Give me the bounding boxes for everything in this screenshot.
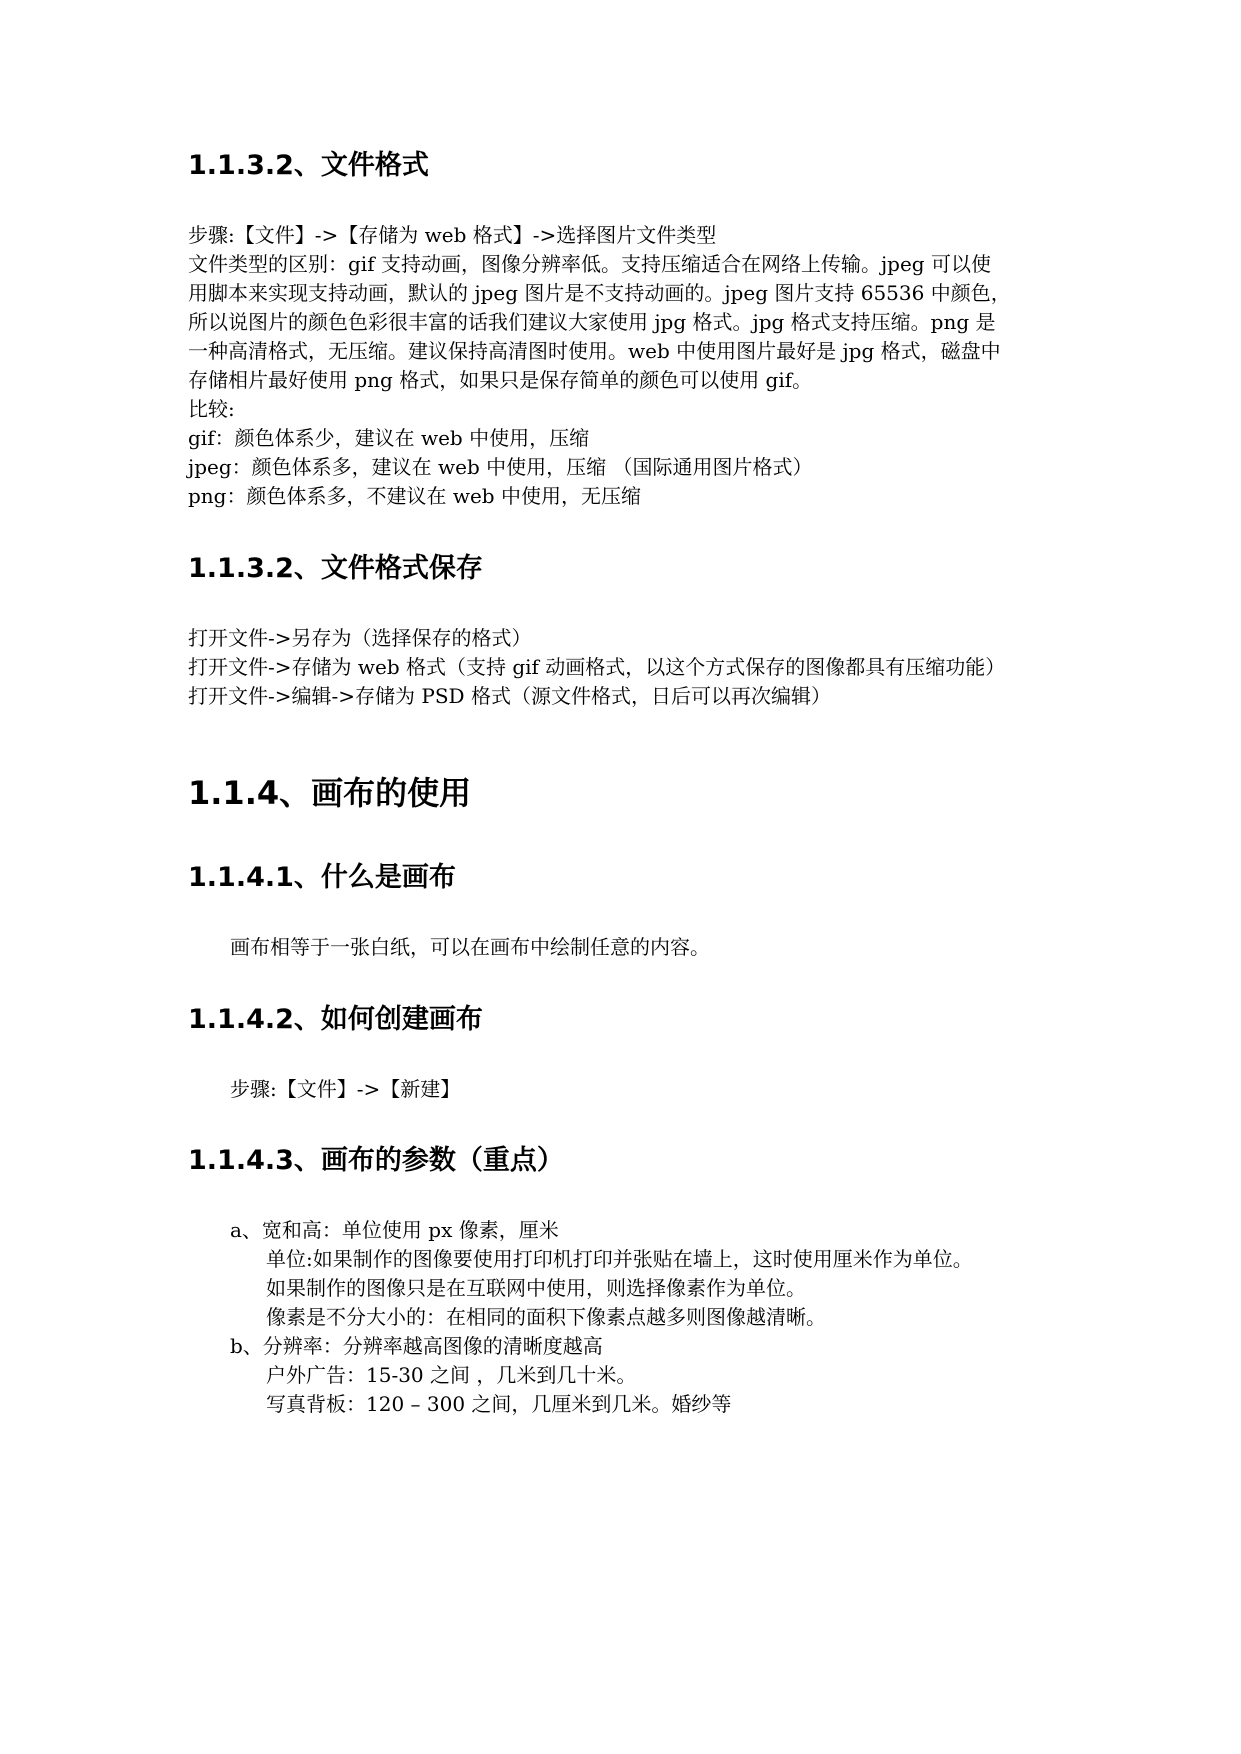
paragraph-line: 打开文件->另存为（选择保存的格式） [188,626,532,650]
section-heading-file-format-save: 1.1.3.2、文件格式保存 [188,553,483,584]
paragraph-line: 文件类型的区别：gif 支持动画，图像分辨率低。支持压缩适合在网络上传输。jpeg 可以使 [188,252,991,276]
paragraph-line: 打开文件->存储为 web 格式（支持 gif 动画格式，以这个方式保存的图像都具有压缩功能） [188,655,1006,679]
paragraph-line: 打开文件->编辑->存储为 PSD 格式（源文件格式，日后可以再次编辑） [188,684,831,708]
list-item: b、分辨率：分辨率越高图像的清晰度越高 [230,1334,603,1358]
paragraph-line: png：颜色体系多，不建议在 web 中使用，无压缩 [188,484,641,508]
paragraph-line: 用脚本来实现支持动画，默认的 jpeg 图片是不支持动画的。jpeg 图片支持 65536 中颜色， [188,281,1011,305]
paragraph-line: gif：颜色体系少，建议在 web 中使用，压缩 [188,426,590,450]
paragraph-line: 步骤:【文件】->【新建】 [230,1077,461,1101]
list-item: a、宽和高：单位使用 px 像素，厘米 [230,1218,559,1242]
section-heading-canvas-params: 1.1.4.3、画布的参数（重点） [188,1145,564,1176]
paragraph-line: 步骤:【文件】->【存储为 web 格式】->选择图片文件类型 [188,223,717,247]
section-heading-file-format: 1.1.3.2、文件格式 [188,150,429,181]
chapter-heading-canvas: 1.1.4、画布的使用 [188,774,472,812]
paragraph-line: 比较: [188,397,235,421]
section-heading-what-is-canvas: 1.1.4.1、什么是画布 [188,862,456,893]
paragraph-line: 存储相片最好使用 png 格式，如果只是保存简单的颜色可以使用 gif。 [188,368,813,392]
list-item-detail: 像素是不分大小的：在相同的面积下像素点越多则图像越清晰。 [266,1305,826,1329]
list-item-detail: 户外广告：15-30 之间 ，几米到几十米。 [266,1363,637,1387]
list-item-detail: 单位:如果制作的图像要使用打印机打印并张贴在墙上，这时使用厘米作为单位。 [266,1247,973,1271]
section-heading-create-canvas: 1.1.4.2、如何创建画布 [188,1004,483,1035]
paragraph-line: 一种高清格式，无压缩。建议保持高清图时使用。web 中使用图片最好是 jpg 格式，磁盘中 [188,339,1001,363]
paragraph-line: 所以说图片的颜色色彩很丰富的话我们建议大家使用 jpg 格式。jpg 格式支持压缩。png 是 [188,310,996,334]
list-item-detail: 写真背板：120 – 300 之间，几厘米到几米。婚纱等 [266,1392,732,1416]
paragraph-line: 画布相等于一张白纸，可以在画布中绘制任意的内容。 [230,935,710,959]
paragraph-line: jpeg：颜色体系多，建议在 web 中使用，压缩 （国际通用图片格式） [188,455,813,479]
list-item-detail: 如果制作的图像只是在互联网中使用，则选择像素作为单位。 [266,1276,806,1300]
